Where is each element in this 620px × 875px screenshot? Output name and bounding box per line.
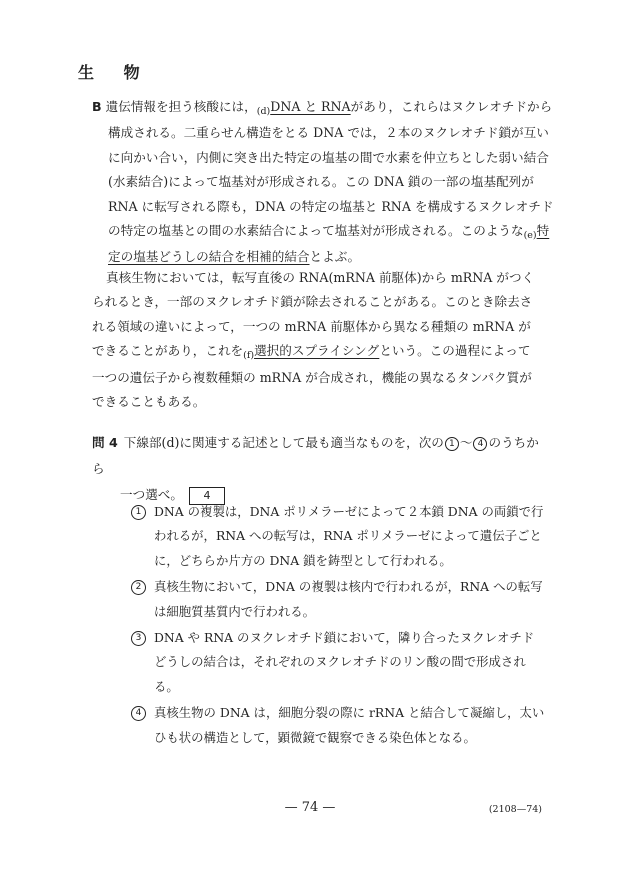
question-text: 一つ選べ。	[120, 487, 183, 502]
option-text: 真核生物において，DNA の複製は核内で行われるが，RNA への転写は細胞質基質内で行われる。	[154, 579, 543, 619]
option-number: 2	[131, 580, 146, 595]
section-text: とよぶ。	[309, 249, 361, 265]
underlined-complementary-binding: 特定の塩基どうしの結合を相補的結合	[108, 223, 550, 265]
section-text: があり，これらはヌクレオチドから構成される。二重らせん構造をとる DNA では，２本のヌクレオチド鎖が互いに向かい合い，内側に突き出た特定の塩基の間で水素を仲立ちとした弱い結合(水素結合)によって塩基対が形成される。この DNA 鎖の一部の塩基配列が RNA に転写される際も，DNA の特定の塩基と RNA を構成するヌクレオチドの特定の塩基との間の水素結合によって塩基対が形成される。このような	[108, 99, 554, 239]
question-text: のうちから	[92, 435, 539, 476]
option-text: 真核生物の DNA は，細胞分裂の際に rRNA と結合して凝縮し，太いひも状の構造として，顕微鏡で観察できる染色体となる。	[154, 705, 545, 745]
answer-options	[128, 500, 546, 752]
circled-number: 1	[445, 437, 459, 451]
underline-mark-f: (f)	[243, 350, 255, 362]
underlined-alternative-splicing: 選択的スプライシング	[254, 343, 380, 359]
option-number: 3	[131, 631, 146, 646]
underline-mark-e: (e)	[523, 230, 537, 242]
underline-mark-d: (d)	[256, 106, 271, 117]
question-text: 下線部(d)に関連する記述として最も適当なものを，次の	[123, 435, 444, 450]
option-2	[128, 575, 546, 624]
option-number: 1	[131, 505, 146, 520]
section-label: B	[92, 99, 102, 114]
option-number: 4	[131, 706, 146, 721]
subject-heading: 生 物	[78, 63, 152, 82]
page-number: — 74 —	[284, 800, 336, 815]
range-tilde: ～	[459, 435, 473, 450]
section-b-paragraph	[92, 95, 556, 270]
question-line	[92, 430, 540, 482]
paragraph-text: という。この過程によって一つの遺伝子から複数種類の mRNA が合成され，機能の異なるタンパク質ができることもある。	[92, 343, 532, 410]
splicing-paragraph	[92, 266, 540, 414]
document-code: (2108—74)	[488, 804, 542, 815]
answer-box: 4	[189, 487, 225, 505]
underlined-dna-rna: DNA と RNA	[270, 99, 351, 114]
section-text: 遺伝情報を担う核酸には，	[105, 99, 257, 114]
paragraph-text: 真核生物においては，転写直後の RNA(mRNA 前駆体)から mRNA がつくられるとき，一部のヌクレオチド鎖が除去されることがある。このとき除去される領域の違いによって，一つの mRNA 前駆体から異なる種類の mRNA ができることがあり，これを	[92, 270, 535, 359]
option-text: DNA や RNA のヌクレオチド鎖において，隣り合ったヌクレオチドどうしの結合は，それぞれのヌクレオチドのリン酸の間で形成される。	[154, 630, 535, 694]
circled-number: 4	[473, 437, 487, 451]
option-text: DNA の複製は，DNA ポリメラーゼによって２本鎖 DNA の両鎖で行われるが，RNA への転写は，RNA ポリメラーゼによって遺伝子ごとに，どちらか片方の DNA 鎖を鋳型として行われる。	[154, 504, 544, 568]
question-label: 問 4	[92, 435, 118, 450]
option-3	[128, 626, 546, 699]
option-1	[128, 500, 546, 573]
question-4	[92, 430, 540, 508]
option-4	[128, 701, 546, 750]
